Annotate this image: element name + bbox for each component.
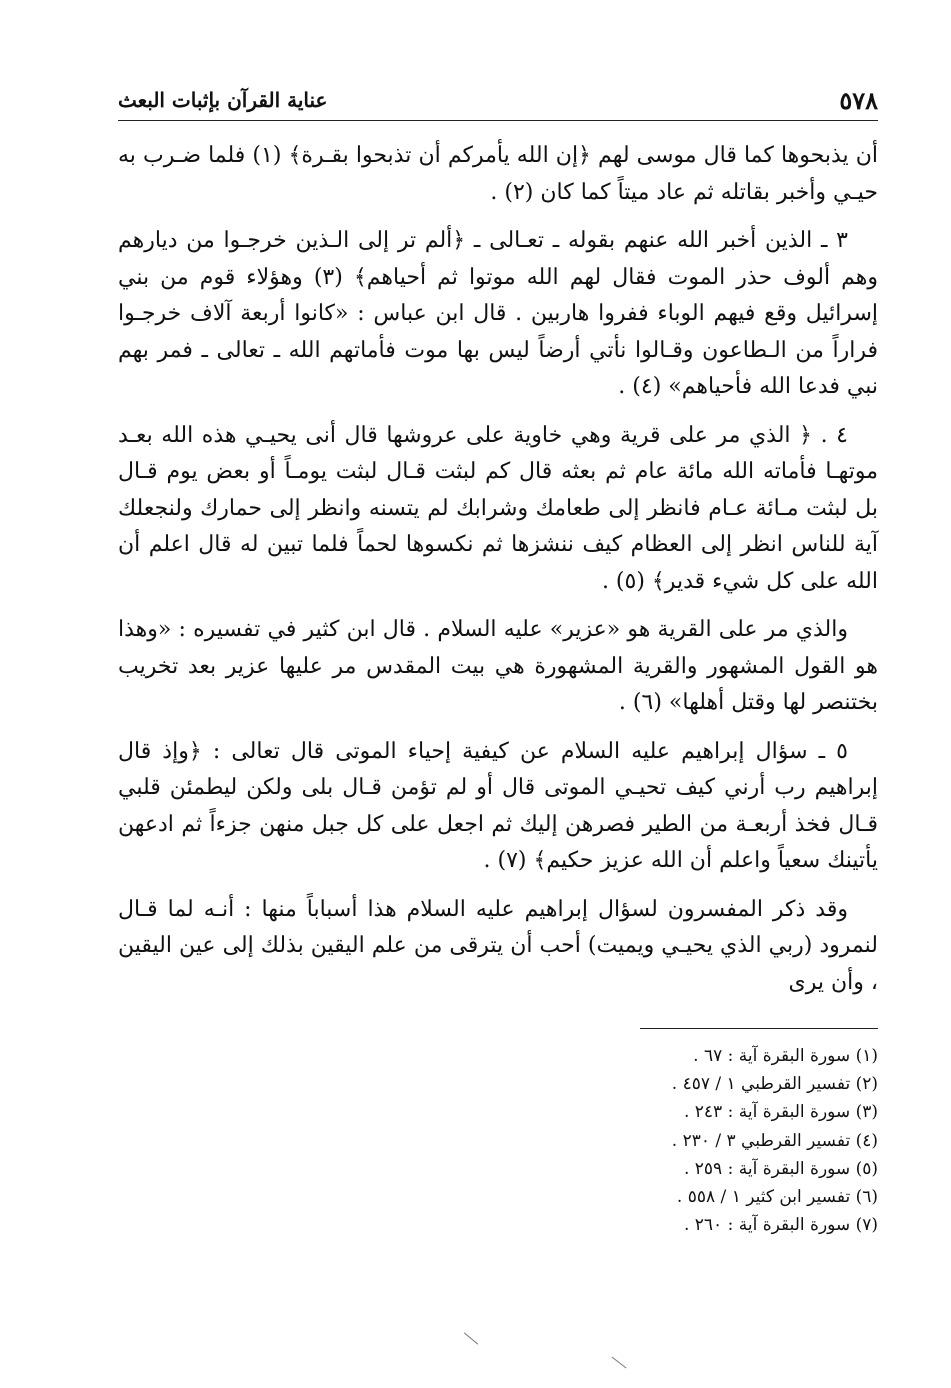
scan-mark <box>612 1357 627 1369</box>
footnote-1: (١) سورة البقرة آية : ٦٧ . <box>693 1046 878 1066</box>
footnote-5: (٥) سورة البقرة آية : ٢٥٩ . <box>683 1158 878 1179</box>
footnote-2: (٢) تفسير القرطبي ١ / ٤٥٧ . <box>671 1074 878 1095</box>
page-number: ٥٧٨ <box>839 86 878 115</box>
footnote-divider <box>640 1028 878 1029</box>
paragraph-1: أن يذبحوها كما قال موسى لهم ﴿إن الله يأمركم أن تذبحوا بقـرة﴾ (١) فلما ضـرب به حيـي وأخبر بقاتله ثم عاد ميتاً كما كان (٢) . <box>118 143 878 205</box>
paragraph-6: وقد ذكر المفسرون لسؤال إبراهيم عليه السلام هذا أسباباً منها : أنـه لما قـال لنمرود (ربي الذي يحيـي ويميت) أحب أن يترقى من علم اليقين بذلك إلى عين اليقين ، وأن يرى <box>118 896 878 995</box>
paragraph-3: ٤ . ﴿ الذي مر على قرية وهي خاوية على عروشها قال أنى يحيـي هذه الله بعـد موتهـا فأماته الله مائة عام ثم بعثه قال كم لبثت قـال لبثت يومـاً أو بعض يوم قـال بل لبثت مـائة عـام فانظر إلى طعامك وشرابك لم يتسنه وانظر إلى حمارك ولنجعلك آية للناس انظر إلى العظام كيف ننشزها ثم نكسوها لحماً فلما تبين له قال اعلم أن الله على كل شيء قدير﴾ (٥) . <box>118 422 878 594</box>
footnote-6: (٦) تفسير ابن كثير ١ / ٥٥٨ . <box>676 1187 878 1208</box>
footnote-7: (٧) سورة البقرة آية : ٢٦٠ . <box>683 1215 878 1236</box>
main-text <box>118 138 878 1013</box>
footnote-4: (٤) تفسير القرطبي ٣ / ٢٣٠ . <box>671 1130 878 1151</box>
running-title: عناية القرآن بإثبات البعث <box>118 88 328 112</box>
footnote-3: (٣) سورة البقرة آية : ٢٤٣ . <box>683 1102 878 1123</box>
paragraph-5: ٥ ـ سؤال إبراهيم عليه السلام عن كيفية إحياء الموتى قال تعالى : ﴿وإذ قال إبراهيم رب أرني كيف تحيـي الموتى قال أو لم تؤمن قـال بلى ولكن ليطمئن قلبي قـال فخذ أربعـة من الطير فصرهن إليك ثم اجعل على كل جبل منهن جزءاً ثم ادعهن يأتينك سعياً واعلم أن الله عزيز حكيم﴾ (٧) . <box>118 738 879 873</box>
scan-mark <box>464 1332 478 1344</box>
page-header <box>118 86 878 121</box>
paragraph-2: ٣ ـ الذين أخبر الله عنهم بقوله ـ تعـالى ـ ﴿ألم تر إلى الـذين خرجـوا من ديارهم وهم ألوف حذر الموت فقال لهم الله موتوا ثم أحياهم﴾ (٣) وهؤلاء قوم من بني إسرائيل وقع فيهم الوباء ففروا هاربين . قال ابن عباس : «كانوا أربعة آلاف خرجـوا فراراً من الـطاعون وقـالوا نأتي أرضاً ليس بها موت فأماتهم الله ـ تعالى ـ فمر بهم نبي فدعا الله فأحياهم» (٤) . <box>118 228 879 399</box>
footnotes <box>500 1042 878 1239</box>
paragraph-4: والذي مر على القرية هو «عزير» عليه السلام . قال ابن كثير في تفسيره : «وهذا هو القول المشهور والقرية المشهورة هي بيت المقدس مر عليها عزير بعد تخريب بختنصر لها وقتل أهلها» (٦) . <box>118 617 878 715</box>
